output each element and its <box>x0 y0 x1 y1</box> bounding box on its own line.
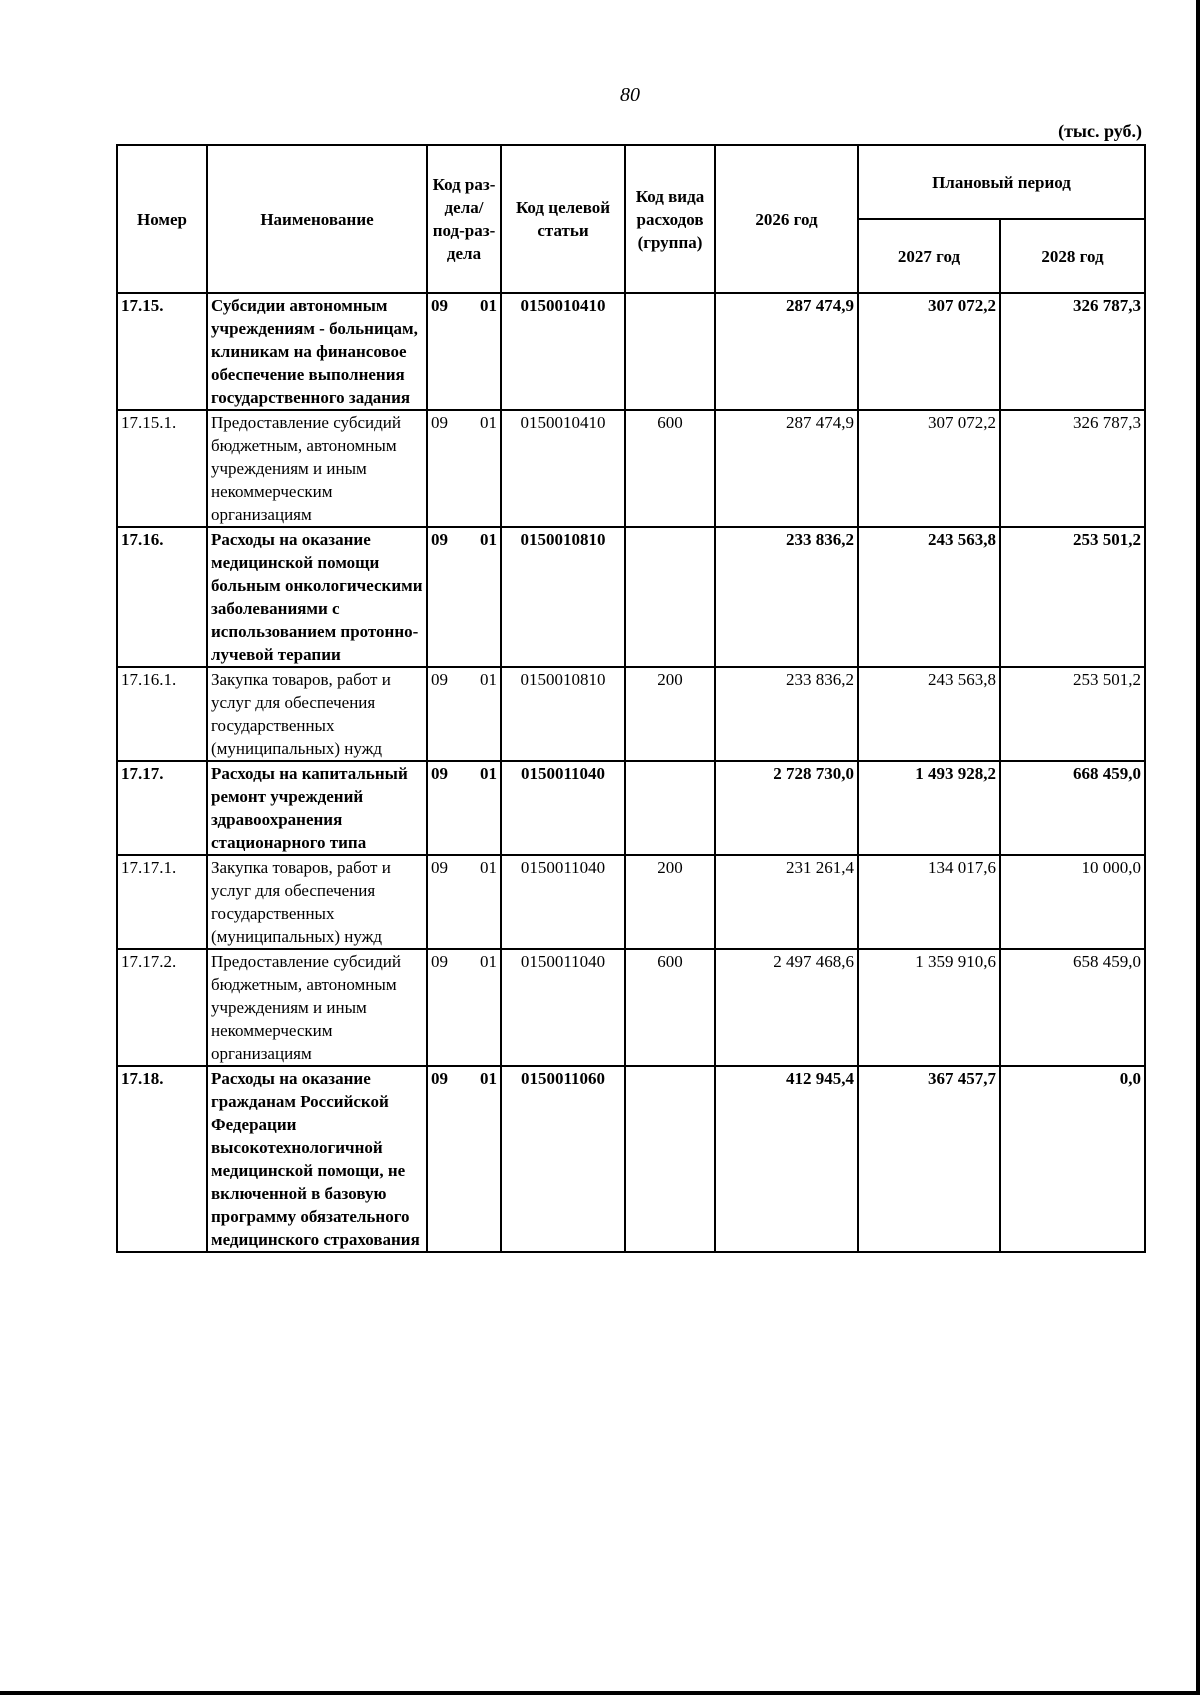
header-year-2026: 2026 год <box>715 145 858 293</box>
row-section-code <box>427 761 501 855</box>
row-value-2028: 253 501,2 <box>1000 527 1145 667</box>
row-section: 09 <box>431 764 448 783</box>
table-row <box>117 855 1145 949</box>
row-value-2026: 2 497 468,6 <box>715 949 858 1066</box>
row-expense-type <box>625 293 715 410</box>
row-expense-type: 200 <box>625 667 715 761</box>
header-year-2028: 2028 год <box>1000 219 1145 293</box>
row-subsection: 01 <box>480 296 497 315</box>
row-name: Закупка товаров, работ и услуг для обеспечения государственных (муниципальных) нужд <box>207 855 427 949</box>
row-section-code <box>427 527 501 667</box>
row-value-2028: 326 787,3 <box>1000 410 1145 527</box>
row-name: Расходы на оказание медицинской помощи больным онкологическими заболеваниями с использованием протонно-лучевой терапии <box>207 527 427 667</box>
row-value-2026: 233 836,2 <box>715 527 858 667</box>
row-subsection: 01 <box>480 952 497 971</box>
budget-table <box>116 144 1146 1253</box>
header-planned-period: Плановый период <box>858 145 1145 219</box>
row-target-code: 0150011040 <box>501 855 625 949</box>
table-row <box>117 410 1145 527</box>
row-number: 17.16.1. <box>117 667 207 761</box>
row-section: 09 <box>431 858 448 877</box>
row-value-2026: 287 474,9 <box>715 293 858 410</box>
row-value-2026: 2 728 730,0 <box>715 761 858 855</box>
row-value-2026: 233 836,2 <box>715 667 858 761</box>
row-value-2027: 307 072,2 <box>858 293 1000 410</box>
row-value-2028: 0,0 <box>1000 1066 1145 1252</box>
row-name: Закупка товаров, работ и услуг для обеспечения государственных (муниципальных) нужд <box>207 667 427 761</box>
row-number: 17.17. <box>117 761 207 855</box>
row-subsection: 01 <box>480 858 497 877</box>
row-value-2027: 134 017,6 <box>858 855 1000 949</box>
row-section: 09 <box>431 296 448 315</box>
row-subsection: 01 <box>480 670 497 689</box>
row-subsection: 01 <box>480 764 497 783</box>
row-expense-type: 200 <box>625 855 715 949</box>
row-section: 09 <box>431 1069 448 1088</box>
row-section-code <box>427 1066 501 1252</box>
header-name: Наименование <box>207 145 427 293</box>
header-expense-type-code: Код вида расходов (группа) <box>625 145 715 293</box>
row-expense-type: 600 <box>625 410 715 527</box>
row-value-2027: 243 563,8 <box>858 667 1000 761</box>
row-value-2027: 367 457,7 <box>858 1066 1000 1252</box>
row-target-code: 0150011040 <box>501 761 625 855</box>
row-target-code: 0150011060 <box>501 1066 625 1252</box>
row-number: 17.18. <box>117 1066 207 1252</box>
row-value-2027: 1 493 928,2 <box>858 761 1000 855</box>
units-label: (тыс. руб.) <box>1058 121 1142 141</box>
row-value-2028: 10 000,0 <box>1000 855 1145 949</box>
header-target-code: Код целевой статьи <box>501 145 625 293</box>
table-row <box>117 293 1145 410</box>
row-target-code: 0150011040 <box>501 949 625 1066</box>
row-value-2026: 231 261,4 <box>715 855 858 949</box>
row-section: 09 <box>431 952 448 971</box>
row-value-2026: 287 474,9 <box>715 410 858 527</box>
row-value-2027: 1 359 910,6 <box>858 949 1000 1066</box>
row-section-code <box>427 293 501 410</box>
scan-bottom-line <box>0 1691 1200 1695</box>
row-expense-type <box>625 1066 715 1252</box>
row-number: 17.17.1. <box>117 855 207 949</box>
header-year-2027: 2027 год <box>858 219 1000 293</box>
table-row <box>117 1066 1145 1252</box>
row-target-code: 0150010810 <box>501 667 625 761</box>
row-section-code <box>427 667 501 761</box>
row-value-2027: 243 563,8 <box>858 527 1000 667</box>
row-subsection: 01 <box>480 1069 497 1088</box>
scan-edge-line <box>1196 0 1200 1695</box>
table-row <box>117 949 1145 1066</box>
row-subsection: 01 <box>480 530 497 549</box>
row-number: 17.16. <box>117 527 207 667</box>
row-value-2027: 307 072,2 <box>858 410 1000 527</box>
row-section: 09 <box>431 530 448 549</box>
page-number: 80 <box>620 84 640 106</box>
header-row-1 <box>117 145 1145 219</box>
table-row <box>117 761 1145 855</box>
row-name: Субсидии автономным учреждениям - больницам, клиникам на финансовое обеспечение выполнения государственного задания <box>207 293 427 410</box>
row-section-code <box>427 855 501 949</box>
row-name: Расходы на оказание гражданам Российской Федерации высокотехнологичной медицинской помощи, не включенной в базовую программу обязательного медицинского страхования <box>207 1066 427 1252</box>
row-name: Расходы на капитальный ремонт учреждений здравоохранения стационарного типа <box>207 761 427 855</box>
row-name: Предоставление субсидий бюджетным, автономным учреждениям и иным некоммерческим организациям <box>207 410 427 527</box>
row-section: 09 <box>431 670 448 689</box>
table-body <box>117 293 1145 1252</box>
table-row <box>117 667 1145 761</box>
header-number: Номер <box>117 145 207 293</box>
row-target-code: 0150010410 <box>501 293 625 410</box>
row-section-code <box>427 410 501 527</box>
row-expense-type <box>625 527 715 667</box>
row-section: 09 <box>431 413 448 432</box>
row-number: 17.15.1. <box>117 410 207 527</box>
row-target-code: 0150010810 <box>501 527 625 667</box>
row-section-code <box>427 949 501 1066</box>
row-value-2028: 253 501,2 <box>1000 667 1145 761</box>
header-section-code: Код раз-дела/ под-раз-дела <box>427 145 501 293</box>
row-number: 17.17.2. <box>117 949 207 1066</box>
row-expense-type <box>625 761 715 855</box>
row-expense-type: 600 <box>625 949 715 1066</box>
row-subsection: 01 <box>480 413 497 432</box>
row-target-code: 0150010410 <box>501 410 625 527</box>
row-value-2028: 326 787,3 <box>1000 293 1145 410</box>
row-value-2026: 412 945,4 <box>715 1066 858 1252</box>
row-number: 17.15. <box>117 293 207 410</box>
row-name: Предоставление субсидий бюджетным, автономным учреждениям и иным некоммерческим организациям <box>207 949 427 1066</box>
row-value-2028: 658 459,0 <box>1000 949 1145 1066</box>
row-value-2028: 668 459,0 <box>1000 761 1145 855</box>
table-row <box>117 527 1145 667</box>
